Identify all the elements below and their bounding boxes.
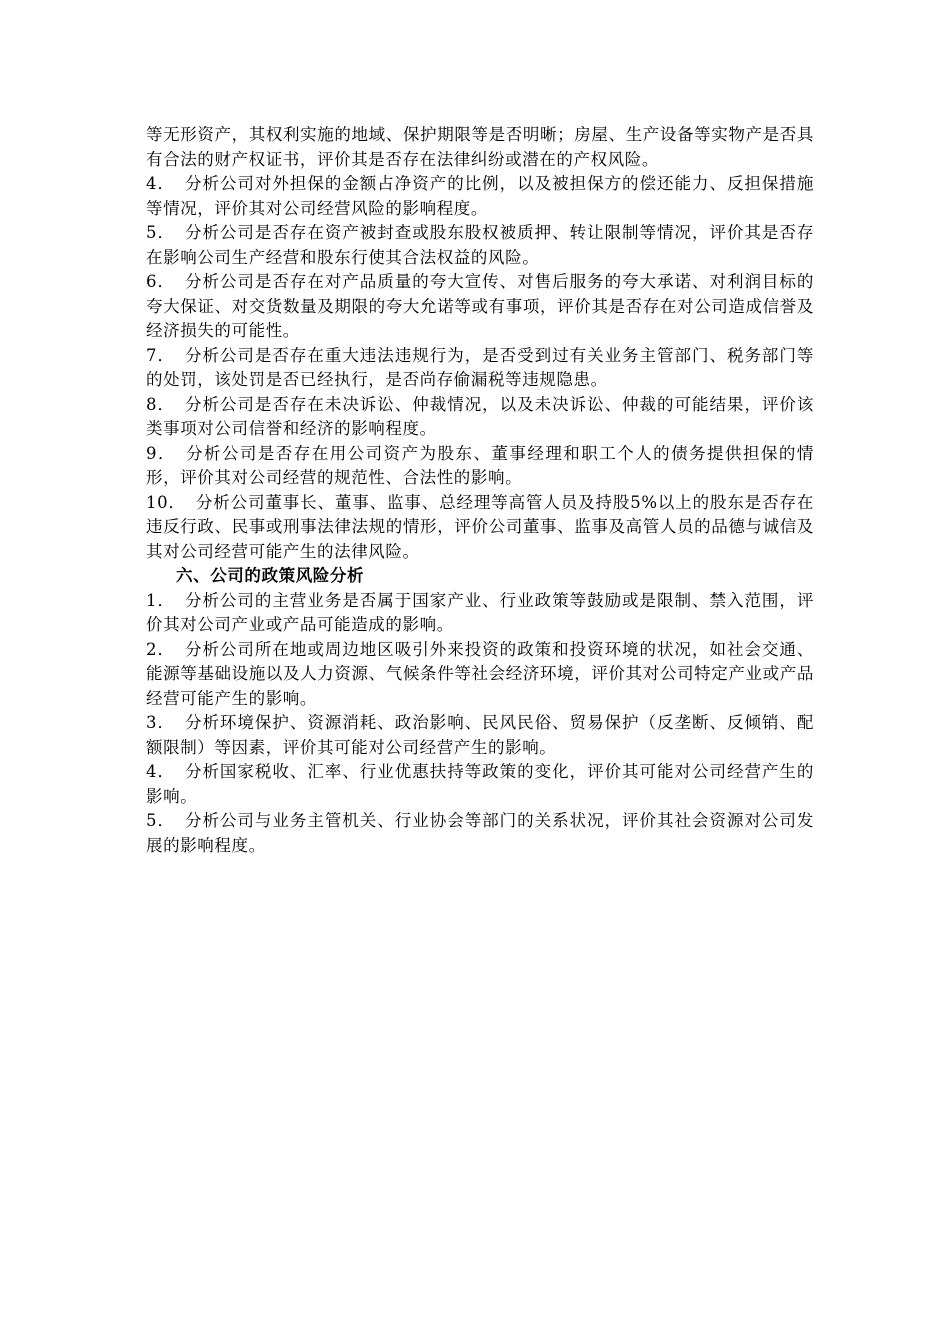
- list-item-external-guarantee: [146, 172, 814, 221]
- item-number: 5．: [146, 223, 175, 242]
- list-item-violations: [146, 344, 814, 393]
- item-number: 7．: [146, 345, 175, 365]
- section-heading-policy-risk: 六、公司的政策风险分析: [176, 566, 365, 585]
- item-text: 分析公司所在地或周边地区吸引外来投资的政策和投资环境的状况，如社会交通、能源等基础设施以及人力资源、气候条件等社会经济环境，评价其对公司特定产业或产品经营可能产生的影响。: [146, 639, 814, 708]
- item-number: 3．: [146, 713, 175, 732]
- item-text: 分析公司董事长、董事、监事、总经理等高管人员及持股5%以上的股东是否存在违反行政、民事或刑事法律法规的情形，评价公司董事、监事及高管人员的品德与诚信及其对公司经营可能产生的法律风险。: [146, 492, 815, 561]
- document-page: [146, 123, 814, 858]
- item-text: 分析公司的主营业务是否属于国家产业、行业政策等鼓励或是限制、禁入范围，评价其对公司产业或产品可能造成的影响。: [146, 590, 814, 634]
- paragraph-asset-rights: [146, 123, 814, 172]
- item-text: 分析公司是否存在未决诉讼、仲裁情况，以及未决诉讼、仲裁的可能结果，评价该类事项对公司信誉和经济的影响程度。: [146, 394, 814, 438]
- item-text: 分析公司与业务主管机关、行业协会等部门的关系状况，评价其社会资源对公司发展的影响程度。: [146, 811, 814, 855]
- item-number: 1．: [146, 590, 175, 610]
- list-item-litigation: [146, 393, 814, 442]
- list-item-authority-relations: [146, 809, 814, 858]
- item-number: 5．: [146, 811, 175, 830]
- list-item-exaggerated-promises: [146, 270, 814, 344]
- list-item-asset-guarantee: [146, 442, 814, 491]
- item-text: 分析国家税收、汇率、行业优惠扶持等政策的变化，评价其可能对公司经营产生的影响。: [146, 762, 814, 806]
- item-number: 4．: [146, 762, 175, 781]
- item-number: 4．: [146, 174, 175, 193]
- list-item-environmental-factors: [146, 711, 814, 760]
- item-number: 8．: [146, 394, 175, 414]
- item-text: 分析公司是否存在重大违法违规行为，是否受到过有关业务主管部门、税务部门等的处罚，该处罚是否已经执行，是否尚存偷漏税等违规隐患。: [146, 345, 814, 389]
- list-item-industry-policy: [146, 589, 814, 638]
- item-number: 6．: [146, 272, 175, 291]
- item-text: 分析公司是否存在用公司资产为股东、董事经理和职工个人的债务提供担保的情形，评价其对公司经营的规范性、合法性的影响。: [146, 443, 814, 487]
- list-item-investment-environment: [146, 638, 814, 712]
- item-text: 分析公司对外担保的金额占净资产的比例，以及被担保方的偿还能力、反担保措施等情况，评价其对公司经营风险的影响程度。: [146, 174, 814, 218]
- list-item-tax-exchange: [146, 760, 814, 809]
- item-number: 2．: [146, 639, 175, 659]
- item-text: 分析公司是否存在对产品质量的夸大宣传、对售后服务的夸大承诺、对利润目标的夸大保证、对交货数量及期限的夸大允诺等或有事项，评价其是否存在对公司造成信誉及经济损失的可能性。: [146, 272, 814, 340]
- item-number: 10．: [146, 492, 186, 512]
- list-item-executive-risk: [146, 491, 814, 565]
- item-text: 分析环境保护、资源消耗、政治影响、民风民俗、贸易保护（反垄断、反倾销、配额限制）等因素，评价其可能对公司经营产生的影响。: [146, 713, 814, 757]
- item-number: 9．: [146, 443, 176, 463]
- list-item-asset-seizure: [146, 221, 814, 270]
- item-text: 分析公司是否存在资产被封查或股东股权被质押、转让限制等情况，评价其是否存在影响公司生产经营和股东行使其合法权益的风险。: [146, 223, 814, 267]
- paragraph-text: 等无形资产，其权利实施的地域、保护期限等是否明晰；房屋、生产设备等实物产是否具有合法的财产权证书，评价其是否存在法律纠纷或潜在的产权风险。: [146, 125, 814, 169]
